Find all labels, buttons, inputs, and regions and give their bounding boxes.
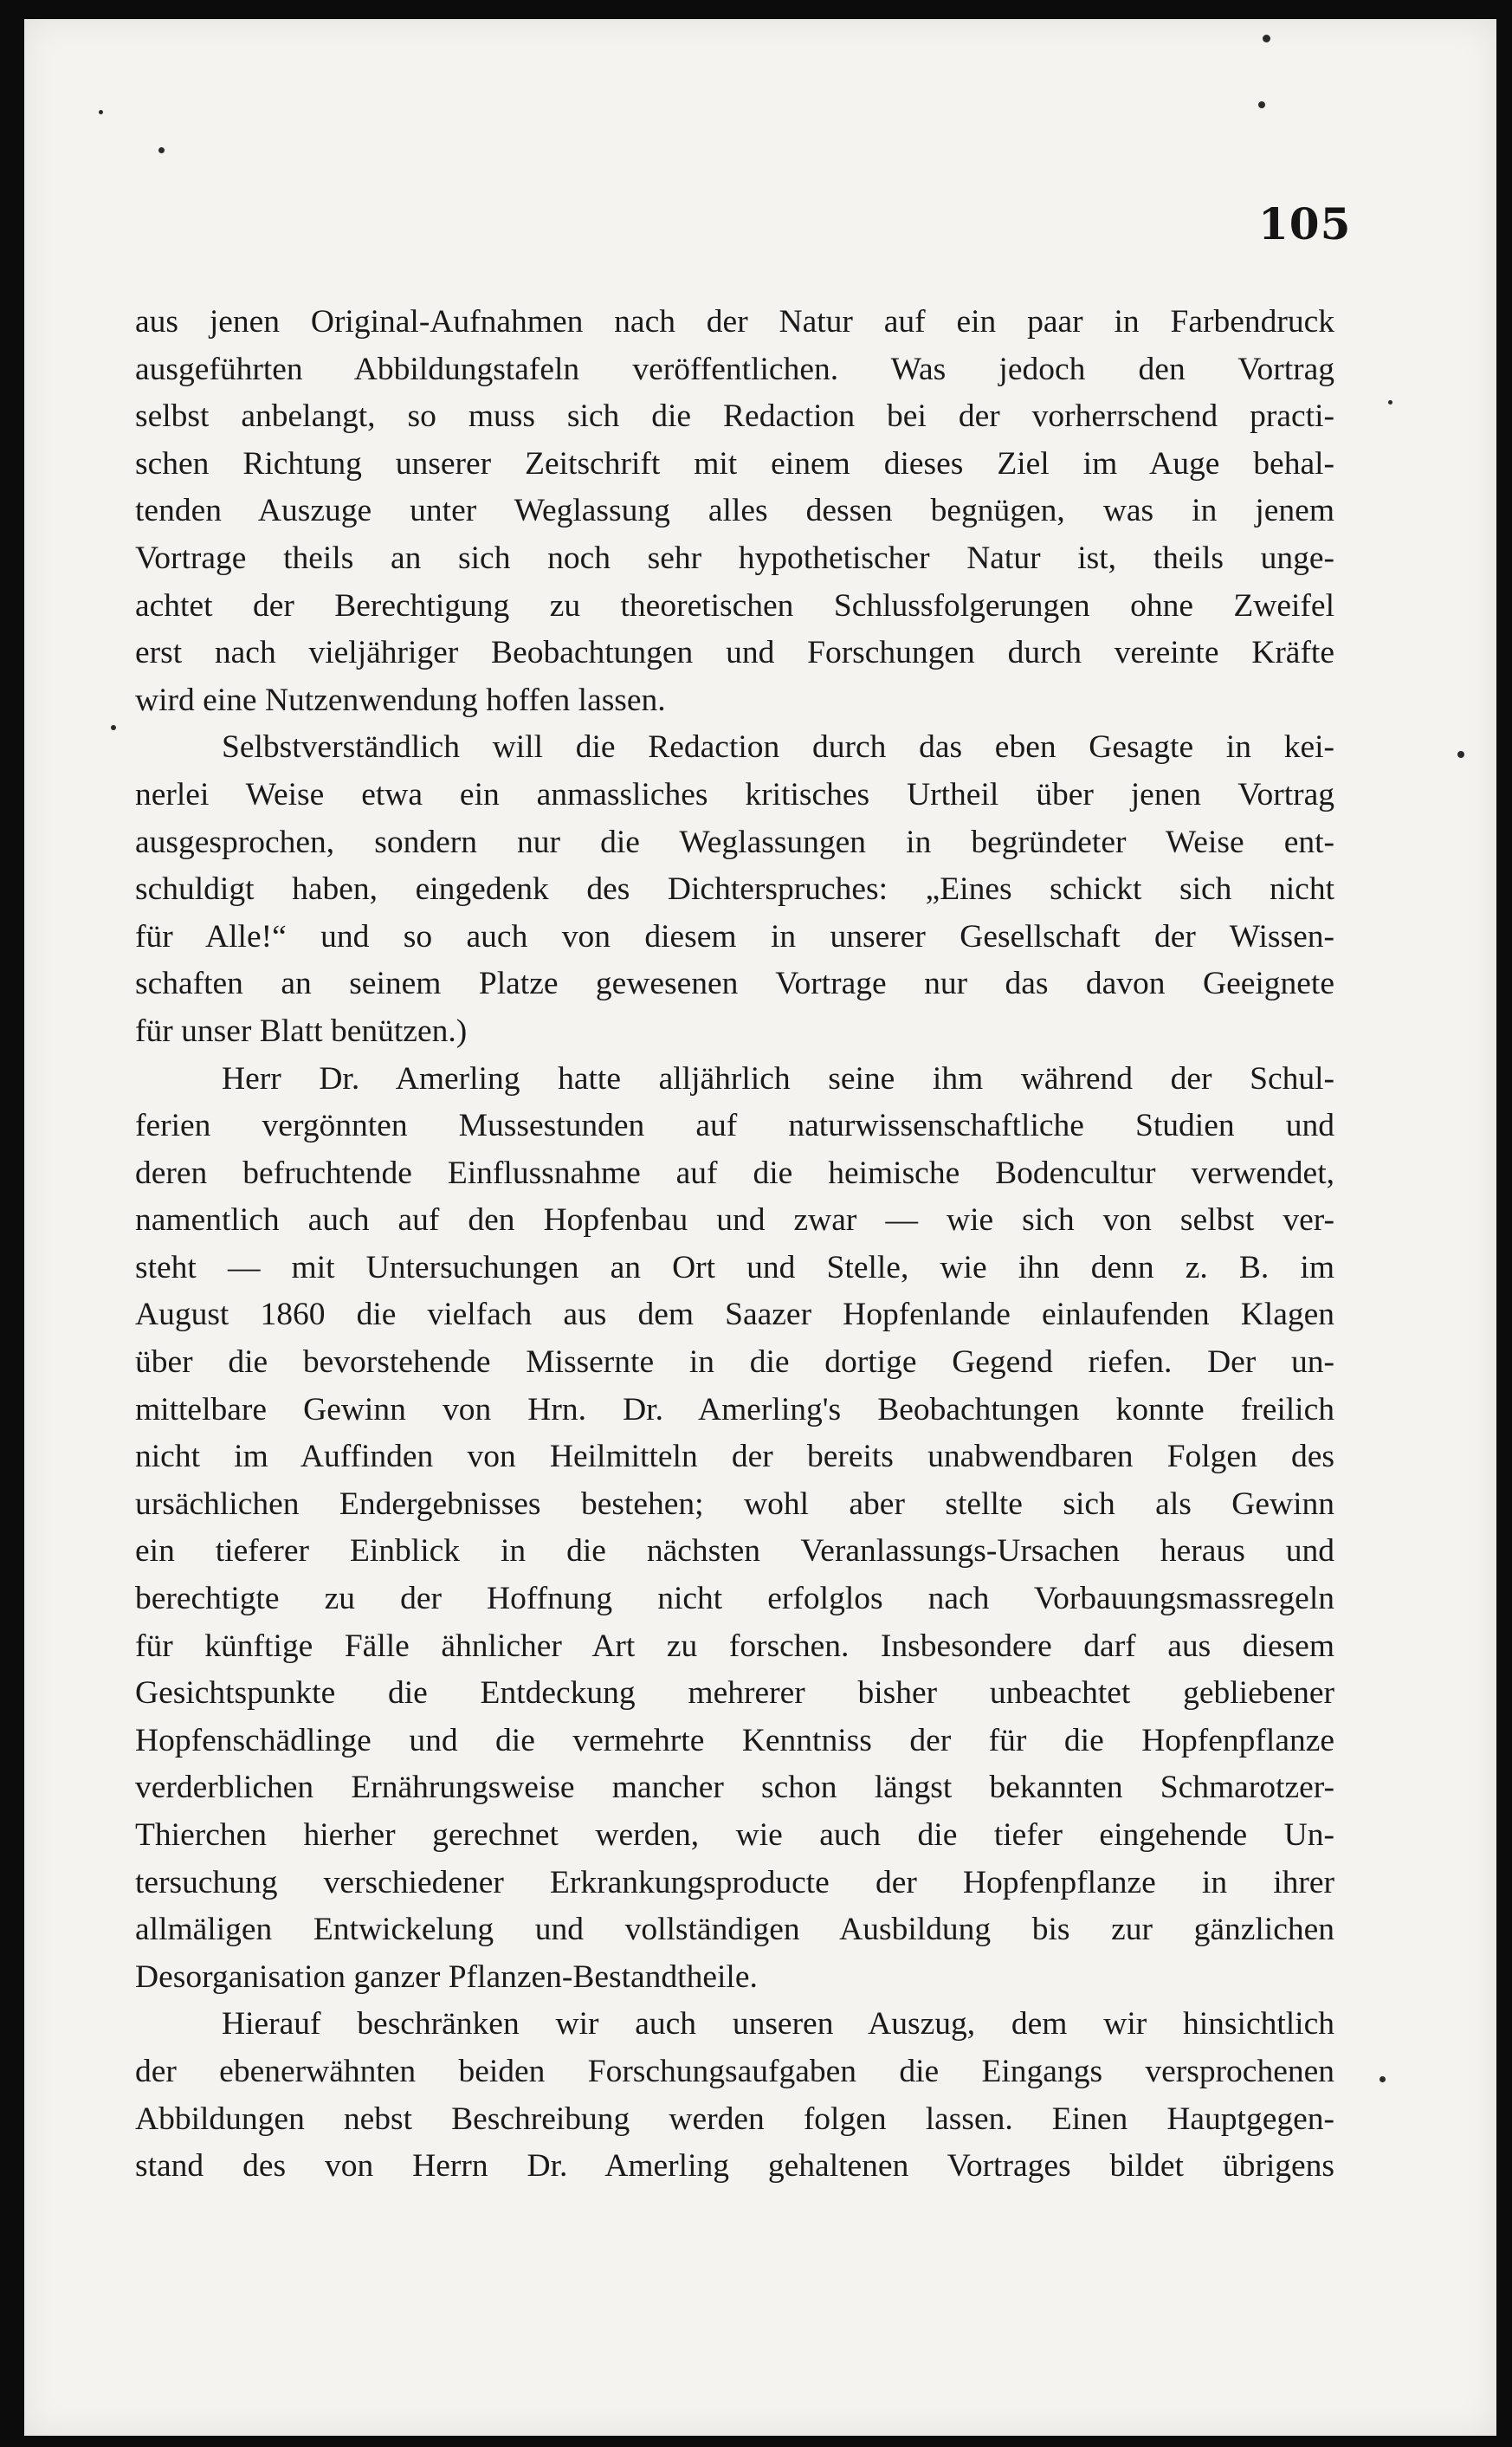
text-line: schuldigt haben, eingedenk des Dichterspruches: „Eines schickt sich nicht (135, 871, 1334, 908)
paragraph-3 (135, 1056, 1334, 2002)
text-line: für künftige Fälle ähnlicher Art zu forschen. Insbesondere darf aus diesem (135, 1628, 1334, 1664)
text-line: achtet der Berechtigung zu theoretischen Schlussfolgerungen ohne Zweifel (135, 587, 1334, 624)
text-line: erst nach vieljähriger Beobachtungen und Forschungen durch vereinte Kräfte (135, 635, 1334, 671)
text-line: ausgesprochen, sondern nur die Weglassungen in begründeter Weise ent- (135, 824, 1334, 860)
text-line: nerlei Weise etwa ein anmassliches kritisches Urtheil über jenen Vortrag (135, 776, 1334, 812)
paragraph-2 (135, 724, 1334, 1055)
text-line: tenden Auszuge unter Weglassung alles dessen begnügen, was in jenem (135, 493, 1334, 529)
text-line: selbst anbelangt, so muss sich die Redaction bei der vorherrschend practi- (135, 398, 1334, 435)
text-line: Hopfenschädlinge und die vermehrte Kenntniss der für die Hopfenpflanze (135, 1722, 1334, 1758)
paper-speck (1258, 101, 1265, 108)
text-line: aus jenen Original-Aufnahmen nach der Natur auf ein paar in Farbendruck (135, 304, 1334, 340)
text-line: nicht im Auffinden von Heilmitteln der bereits unabwendbaren Folgen des (135, 1439, 1334, 1475)
paper-speck (1380, 2076, 1386, 2082)
text-line: ursächlichen Endergebnisses bestehen; wohl aber stellte sich als Gewinn (135, 1486, 1334, 1522)
text-line: allmäligen Entwickelung und vollständigen Ausbildung bis zur gänzlichen (135, 1912, 1334, 1948)
paper-speck (99, 110, 103, 114)
text-line: über die bevorstehende Missernte in die dortige Gegend riefen. Der un- (135, 1344, 1334, 1381)
text-line: Vortrage theils an sich noch sehr hypothetischer Natur ist, theils unge- (135, 540, 1334, 576)
text-line: berechtigte zu der Hoffnung nicht erfolglos nach Vorbauungsmassregeln (135, 1581, 1334, 1617)
text-line: deren befruchtende Einflussnahme auf die heimische Bodencultur verwendet, (135, 1155, 1334, 1191)
paper-speck (111, 725, 116, 730)
paper-speck (1457, 751, 1464, 758)
paragraph-4 (135, 2001, 1334, 2190)
text-line: verderblichen Ernährungsweise mancher schon längst bekannten Schmarotzer- (135, 1770, 1334, 1806)
text-line: wird eine Nutzenwendung hoffen lassen. (135, 682, 666, 718)
text-line: Thierchen hierher gerechnet werden, wie auch die tiefer eingehende Un- (135, 1817, 1334, 1853)
body-text (135, 299, 1334, 2191)
text-line: ausgeführten Abbildungstafeln veröffentlichen. Was jedoch den Vortrag (135, 351, 1334, 387)
text-line: für unser Blatt benützen.) (135, 1013, 468, 1049)
paper-speck (158, 147, 165, 153)
text-line: Herr Dr. Amerling hatte alljährlich seine ihm während der Schul- (222, 1060, 1334, 1097)
text-line: mittelbare Gewinn von Hrn. Dr. Amerling's Beobachtungen konnte freilich (135, 1391, 1334, 1427)
text-line: der ebenerwähnten beiden Forschungsaufgaben die Eingangs versprochenen (135, 2053, 1334, 2089)
text-line: stand des von Herrn Dr. Amerling gehaltenen Vortrages bildet übrigens (135, 2148, 1334, 2185)
paper-speck (1263, 35, 1270, 42)
paragraph-1 (135, 299, 1334, 724)
text-line: tersuchung verschiedener Erkrankungsproducte der Hopfenpflanze in ihrer (135, 1864, 1334, 1900)
text-line: Gesichtspunkte die Entdeckung mehrerer bisher unbeachtet gebliebener (135, 1675, 1334, 1712)
text-line: namentlich auch auf den Hopfenbau und zwar — wie sich von selbst ver- (135, 1202, 1334, 1239)
text-line: Hierauf beschränken wir auch unseren Auszug, dem wir hinsichtlich (222, 2006, 1334, 2042)
text-line: Selbstverständlich will die Redaction durch das eben Gesagte in kei- (222, 729, 1334, 766)
text-line: für Alle!“ und so auch von diesem in unserer Gesellschaft der Wissen- (135, 918, 1334, 955)
page-number: 105 (1258, 198, 1352, 249)
text-line: ein tieferer Einblick in die nächsten Veranlassungs-Ursachen heraus und (135, 1533, 1334, 1570)
text-line: ferien vergönnten Mussestunden auf naturwissenschaftliche Studien und (135, 1108, 1334, 1144)
text-line: schen Richtung unserer Zeitschrift mit einem dieses Ziel im Auge behal- (135, 445, 1334, 482)
paper-speck (1388, 400, 1392, 405)
book-page (24, 19, 1496, 2436)
text-line: schaften an seinem Platze gewesenen Vortrage nur das davon Geeignete (135, 966, 1334, 1002)
text-line: Desorganisation ganzer Pflanzen-Bestandtheile. (135, 1958, 758, 1995)
text-line: August 1860 die vielfach aus dem Saazer Hopfenlande einlaufenden Klagen (135, 1297, 1334, 1333)
text-line: Abbildungen nebst Beschreibung werden folgen lassen. Einen Hauptgegen- (135, 2101, 1334, 2137)
text-line: steht — mit Untersuchungen an Ort und Stelle, wie ihn denn z. B. im (135, 1249, 1334, 1285)
